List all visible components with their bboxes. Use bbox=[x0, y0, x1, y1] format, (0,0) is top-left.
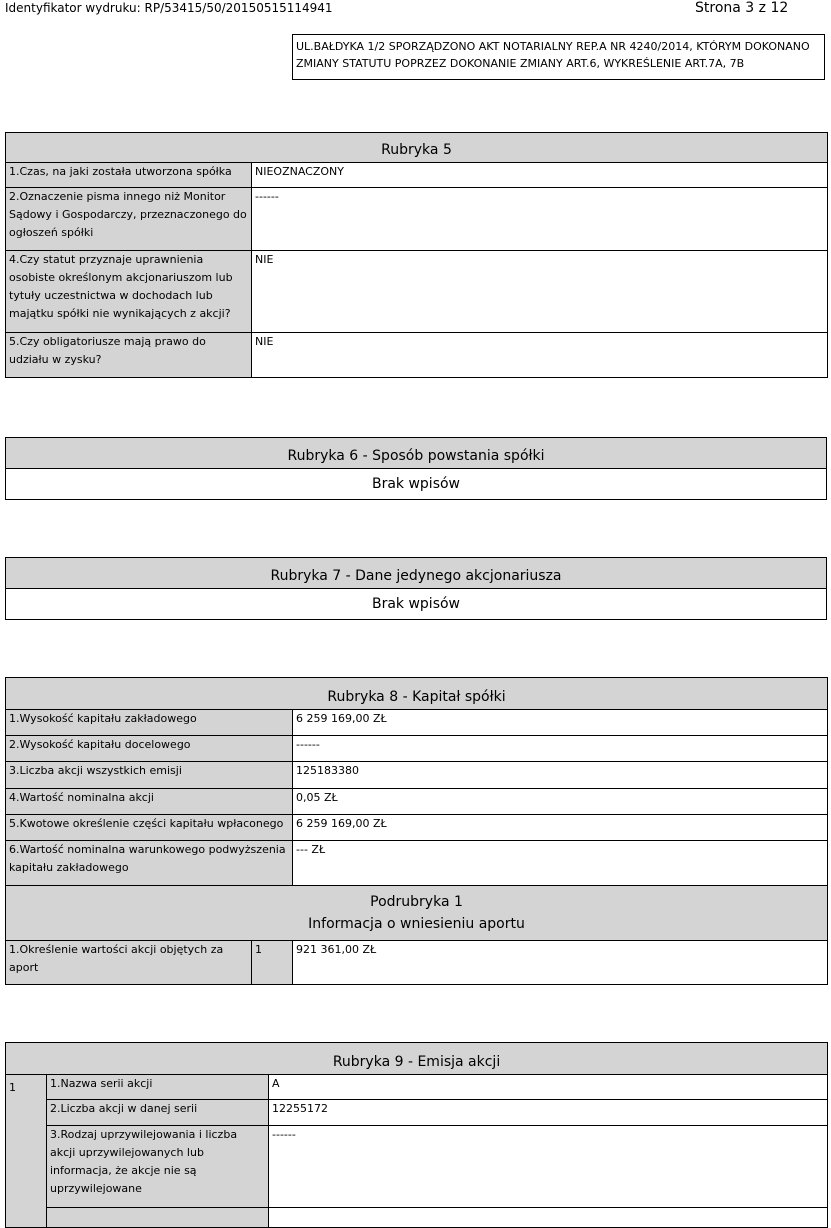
rubryka-8-title: Rubryka 8 - Kapitał spółki bbox=[6, 678, 828, 710]
r5-row-value: NIE bbox=[252, 251, 828, 333]
r9-row-value: ------ bbox=[269, 1126, 828, 1208]
r8-row-label: 6.Wartość nominalna warunkowego podwyższenia kapitału zakładowego bbox=[6, 841, 293, 886]
r5-row-label: 2.Oznaczenie pisma innego niż Monitor Sądowy i Gospodarczy, przeznaczonego do ogłoszeń spółki bbox=[6, 188, 252, 251]
r8-row-label: 1.Wysokość kapitału zakładowego bbox=[6, 710, 293, 736]
note-box: UL.BAŁDYKA 1/2 SPORZĄDZONO AKT NOTARIALNY REP.A NR 4240/2014, KTÓRYM DOKONANO ZMIANY STATUTU POPRZEZ DOKONANIE ZMIANY ART.6, WYKREŚLENIE ART.7A, 7B bbox=[292, 34, 825, 80]
r5-row-value: ------ bbox=[252, 188, 828, 251]
rubryka-6-empty: Brak wpisów bbox=[6, 469, 827, 500]
r8-row-label: 3.Liczba akcji wszystkich emisji bbox=[6, 762, 293, 789]
r9-row-value: 12255172 bbox=[269, 1100, 828, 1126]
podrubryka-name: Informacja o wniesieniu aportu bbox=[308, 915, 525, 932]
aport-label: 1.Określenie wartości akcji objętych za aport bbox=[6, 941, 252, 985]
r9-row-label: 1.Nazwa serii akcji bbox=[47, 1075, 269, 1100]
r9-row-label: 2.Liczba akcji w danej serii bbox=[47, 1100, 269, 1126]
r8-row-value: 6 259 169,00 ZŁ bbox=[293, 815, 828, 841]
rubryka-7-title: Rubryka 7 - Dane jedynego akcjonariusza bbox=[6, 558, 827, 589]
r5-row-label: 5.Czy obligatoriusze mają prawo do udziału w zysku? bbox=[6, 333, 252, 378]
aport-value: 921 361,00 ZŁ bbox=[293, 941, 828, 985]
r9-entry-number: 1 bbox=[6, 1075, 47, 1228]
r8-row-label: 4.Wartość nominalna akcji bbox=[6, 789, 293, 815]
r8-row-label: 5.Kwotowe określenie części kapitału wpłaconego bbox=[6, 815, 293, 841]
r8-row-value: ------ bbox=[293, 736, 828, 762]
page-number: Strona 3 z 12 bbox=[695, 0, 789, 16]
r5-row-value: NIE bbox=[252, 333, 828, 378]
rubryka-6-title: Rubryka 6 - Sposób powstania spółki bbox=[6, 438, 827, 469]
aport-number: 1 bbox=[252, 941, 293, 985]
podrubryka-title bbox=[6, 886, 828, 941]
r8-row-value: 6 259 169,00 ZŁ bbox=[293, 710, 828, 736]
r9-row-label: 3.Rodzaj uprzywilejowania i liczba akcji uprzywilejowanych lub informacja, że akcje nie są uprzywilejowane bbox=[47, 1126, 269, 1208]
r5-row-label: 1.Czas, na jaki została utworzona spółka bbox=[6, 163, 252, 188]
rubryka-7-table bbox=[5, 557, 827, 620]
rubryka-5-title: Rubryka 5 bbox=[6, 133, 828, 163]
rubryka-6-table bbox=[5, 437, 827, 500]
podrubryka-number: Podrubryka 1 bbox=[370, 893, 463, 910]
r8-row-label: 2.Wysokość kapitału docelowego bbox=[6, 736, 293, 762]
r9-row-value bbox=[269, 1208, 828, 1228]
r5-row-value: NIEOZNACZONY bbox=[252, 163, 828, 188]
rubryka-5-table bbox=[5, 132, 828, 378]
rubryka-8-table bbox=[5, 677, 828, 985]
r8-row-value: 0,05 ZŁ bbox=[293, 789, 828, 815]
r9-row-value: A bbox=[269, 1075, 828, 1100]
rubryka-9-title: Rubryka 9 - Emisja akcji bbox=[6, 1043, 828, 1075]
r5-row-label: 4.Czy statut przyznaje uprawnienia osobiste określonym akcjonariuszom lub tytuły uczestnictwa w dochodach lub majątku spółki nie wynikających z akcji? bbox=[6, 251, 252, 333]
r8-row-value: 125183380 bbox=[293, 762, 828, 789]
rubryka-9-table bbox=[5, 1042, 828, 1228]
print-identifier: Identyfikator wydruku: RP/53415/50/20150515114941 bbox=[5, 1, 333, 15]
r8-row-value: --- ZŁ bbox=[293, 841, 828, 886]
r9-row-label bbox=[47, 1208, 269, 1228]
rubryka-7-empty: Brak wpisów bbox=[6, 589, 827, 620]
